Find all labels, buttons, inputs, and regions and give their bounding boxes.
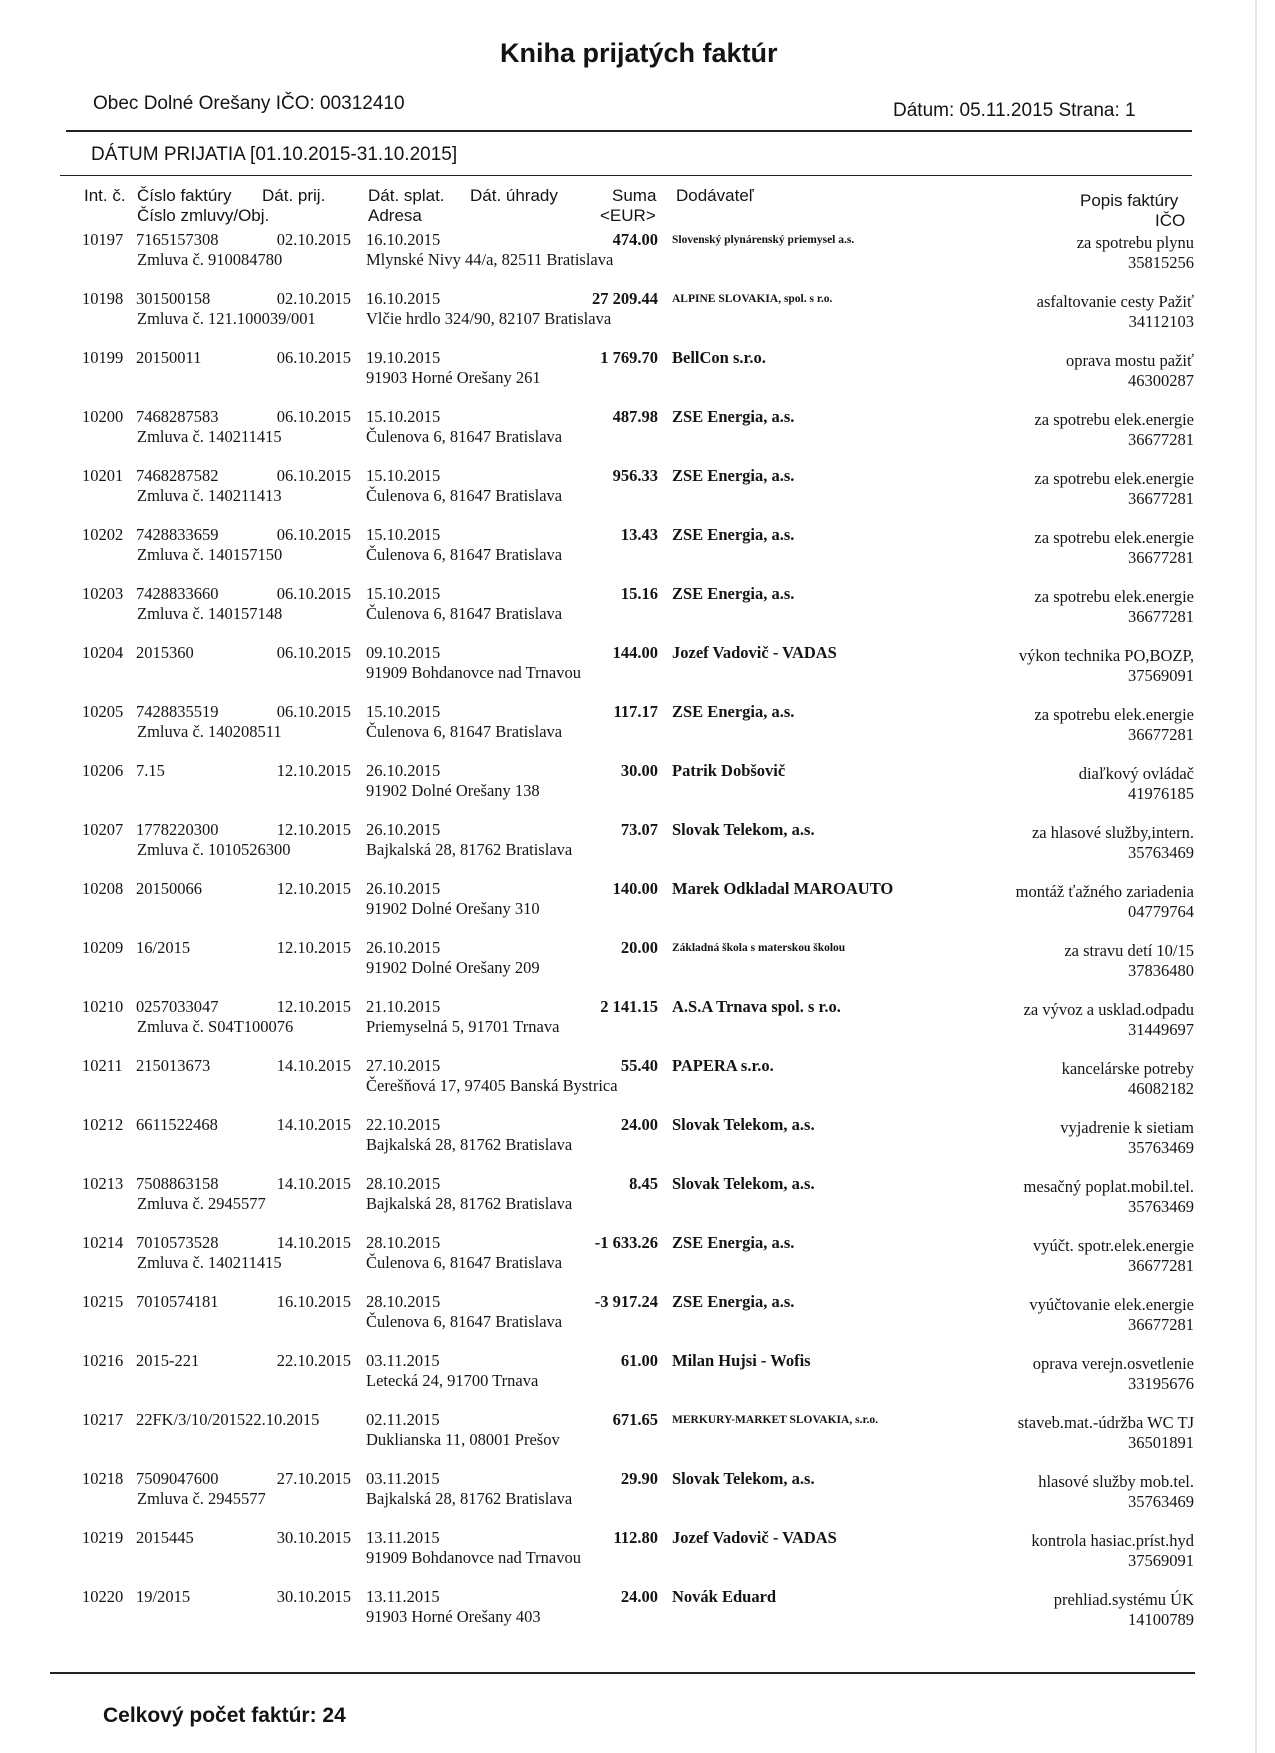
table-row <box>0 702 1275 760</box>
row-supplier: A.S.A Trnava spol. s r.o. <box>672 997 841 1016</box>
row-supplier: ZSE Energia, a.s. <box>672 702 795 721</box>
row-description: výkon technika PO,BOZP, <box>1018 646 1194 665</box>
row-sum: 112.80 <box>613 1528 658 1547</box>
row-supplier: ZSE Energia, a.s. <box>672 1233 795 1252</box>
row-invoice-no: 20150011 <box>136 348 202 367</box>
row-sum: 487.98 <box>612 407 658 426</box>
row-due-date: 02.11.2015 <box>366 1410 440 1429</box>
row-address: 91903 Horné Orešany 261 <box>366 368 541 387</box>
row-description: mesačný poplat.mobil.tel. <box>1023 1177 1194 1196</box>
row-contract-no: Zmluva č. 140208511 <box>137 722 282 741</box>
row-address: Čulenova 6, 81647 Bratislava <box>366 486 563 505</box>
row-description: za stravu detí 10/15 <box>1064 941 1194 960</box>
row-date-received: 06.10.2015 <box>276 466 351 485</box>
row-contract-no: Zmluva č. 140211413 <box>137 486 282 505</box>
row-due-date: 03.11.2015 <box>366 1469 440 1488</box>
row-ico: 04779764 <box>1128 902 1194 921</box>
row-ico: 36677281 <box>1128 548 1194 567</box>
row-due-date: 26.10.2015 <box>366 879 441 898</box>
row-int-no: 10214 <box>82 1233 124 1252</box>
row-due-date: 26.10.2015 <box>366 820 441 839</box>
page-title: Kniha prijatých faktúr <box>500 38 778 68</box>
row-sum: 117.17 <box>613 702 658 721</box>
row-supplier: PAPERA s.r.o. <box>672 1056 774 1075</box>
table-row <box>0 1292 1275 1350</box>
row-date-received: 06.10.2015 <box>276 584 351 603</box>
row-sum: 2 141.15 <box>600 997 658 1016</box>
row-int-no: 10210 <box>82 997 124 1016</box>
row-ico: 36677281 <box>1128 725 1194 744</box>
row-supplier: Slovak Telekom, a.s. <box>672 1469 815 1488</box>
row-supplier: Jozef Vadovič - VADAS <box>672 1528 837 1547</box>
row-supplier: Novák Eduard <box>672 1587 777 1606</box>
row-contract-no: Zmluva č. 140157150 <box>137 545 283 564</box>
row-address: Čulenova 6, 81647 Bratislava <box>366 1253 563 1272</box>
row-address: 91909 Bohdanovce nad Trnavou <box>366 663 581 682</box>
row-due-date: 21.10.2015 <box>366 997 441 1016</box>
row-sum: 24.00 <box>620 1115 658 1134</box>
row-ico: 46300287 <box>1128 371 1194 390</box>
row-int-no: 10207 <box>82 820 124 839</box>
row-sum: 140.00 <box>612 879 658 898</box>
row-description: za spotrebu plynu <box>1076 233 1194 252</box>
col-description: Popis faktúry <box>1080 191 1179 210</box>
row-sum: 20.00 <box>620 938 658 957</box>
row-ico: 35763469 <box>1128 843 1194 862</box>
row-date-received: 12.10.2015 <box>276 938 351 957</box>
row-date-received: 22.10.2015 <box>276 1351 351 1370</box>
row-int-no: 10212 <box>82 1115 124 1134</box>
row-supplier: ALPINE SLOVAKIA, spol. s r.o. <box>672 293 833 305</box>
row-ico: 14100789 <box>1128 1610 1194 1629</box>
row-supplier: Patrik Dobšovič <box>672 761 786 780</box>
row-invoice-no: 16/2015 <box>136 938 191 957</box>
row-description: za spotrebu elek.energie <box>1034 469 1194 488</box>
row-supplier: Základná škola s materskou školou <box>672 942 846 954</box>
row-invoice-no: 0257033047 <box>136 997 219 1016</box>
row-ico: 34112103 <box>1128 312 1194 331</box>
row-sum: 27 209.44 <box>592 289 658 308</box>
row-description: za spotrebu elek.energie <box>1034 587 1194 606</box>
row-ico: 35815256 <box>1128 253 1194 272</box>
row-due-date: 13.11.2015 <box>366 1528 440 1547</box>
table-row <box>0 525 1275 583</box>
table-row <box>0 1056 1275 1114</box>
row-sum: 24.00 <box>620 1587 658 1606</box>
row-invoice-no: 7468287583 <box>136 407 219 426</box>
table-row <box>0 1115 1275 1173</box>
row-supplier: Marek Odkladal MAROAUTO <box>672 879 894 898</box>
row-address: 91902 Dolné Orešany 209 <box>366 958 540 977</box>
row-int-no: 10219 <box>82 1528 124 1547</box>
row-sum: 474.00 <box>612 230 658 249</box>
row-contract-no: Zmluva č. 1010526300 <box>137 840 291 859</box>
row-description: vyúčtovanie elek.energie <box>1029 1295 1194 1314</box>
row-ico: 41976185 <box>1128 784 1194 803</box>
row-address: Bajkalská 28, 81762 Bratislava <box>366 1194 573 1213</box>
table-row <box>0 230 1275 288</box>
row-int-no: 10206 <box>82 761 124 780</box>
row-sum: 73.07 <box>620 820 658 839</box>
row-supplier: ZSE Energia, a.s. <box>672 1292 795 1311</box>
row-due-date: 13.11.2015 <box>366 1587 440 1606</box>
row-description: kontrola hasiac.príst.hyd <box>1031 1531 1194 1550</box>
row-date-received: 12.10.2015 <box>276 879 351 898</box>
table-header-top-rule <box>60 175 1192 176</box>
row-int-no: 10197 <box>82 230 124 249</box>
row-invoice-no: 7428833659 <box>136 525 219 544</box>
row-date-received: 12.10.2015 <box>276 997 351 1016</box>
table-bottom-rule <box>50 1672 1195 1674</box>
row-invoice-no: 7010573528 <box>136 1233 219 1252</box>
row-int-no: 10205 <box>82 702 124 721</box>
col-sum: Suma <box>612 186 657 205</box>
row-ico: 33195676 <box>1128 1374 1194 1393</box>
col-payment-date: Dát. úhrady <box>470 186 558 205</box>
date-page-label: Dátum: 05.11.2015 Strana: 1 <box>893 100 1136 121</box>
row-sum: 55.40 <box>620 1056 658 1075</box>
row-int-no: 10217 <box>82 1410 124 1429</box>
col-ico: IČO <box>1155 211 1186 230</box>
row-ico: 36677281 <box>1128 489 1194 508</box>
row-address: Bajkalská 28, 81762 Bratislava <box>366 840 573 859</box>
row-int-no: 10198 <box>82 289 124 308</box>
row-int-no: 10202 <box>82 525 124 544</box>
col-due-date: Dát. splat. <box>368 186 445 205</box>
col-date-received: Dát. prij. <box>262 186 326 205</box>
row-address: Bajkalská 28, 81762 Bratislava <box>366 1489 573 1508</box>
row-invoice-no: 7428833660 <box>136 584 219 603</box>
row-ico: 36677281 <box>1128 607 1194 626</box>
row-date-received: 14.10.2015 <box>276 1174 351 1193</box>
row-address: Čulenova 6, 81647 Bratislava <box>366 1312 563 1331</box>
row-contract-no: Zmluva č. S04T100076 <box>137 1017 294 1036</box>
row-supplier: Slovak Telekom, a.s. <box>672 1115 815 1134</box>
period-label: DÁTUM PRIJATIA [01.10.2015-31.10.2015] <box>91 144 458 165</box>
row-address: Čulenova 6, 81647 Bratislava <box>366 722 563 741</box>
row-address: Čulenova 6, 81647 Bratislava <box>366 427 563 446</box>
row-supplier: ZSE Energia, a.s. <box>672 466 795 485</box>
row-date-received: 16.10.2015 <box>276 1292 351 1311</box>
row-address: Vlčie hrdlo 324/90, 82107 Bratislava <box>366 309 612 328</box>
row-date-received: 30.10.2015 <box>276 1587 351 1606</box>
row-supplier: ZSE Energia, a.s. <box>672 407 795 426</box>
row-invoice-no: 215013673 <box>136 1056 211 1075</box>
row-invoice-no: 20150066 <box>136 879 202 898</box>
row-description: diaľkový ovládač <box>1078 764 1194 783</box>
row-due-date: 15.10.2015 <box>366 407 441 426</box>
col-contract-no: Číslo zmluvy/Obj. <box>137 206 270 225</box>
row-description: montáž ťažného zariadenia <box>1015 882 1194 901</box>
row-sum: 956.33 <box>612 466 658 485</box>
row-due-date: 26.10.2015 <box>366 761 441 780</box>
table-row <box>0 1528 1275 1586</box>
row-address: Čulenova 6, 81647 Bratislava <box>366 604 563 623</box>
row-address: 91902 Dolné Orešany 138 <box>366 781 540 800</box>
table-row <box>0 289 1275 347</box>
row-date-received: 02.10.2015 <box>276 289 351 308</box>
table-row <box>0 820 1275 878</box>
row-invoice-no: 7468287582 <box>136 466 219 485</box>
row-invoice-no: 2015-221 <box>136 1351 200 1370</box>
row-address: Čulenova 6, 81647 Bratislava <box>366 545 563 564</box>
row-due-date: 09.10.2015 <box>366 643 441 662</box>
row-sum: 144.00 <box>612 643 658 662</box>
row-description: oprava verejn.osvetlenie <box>1032 1354 1194 1373</box>
row-invoice-no: 301500158 <box>136 289 211 308</box>
row-address: 91902 Dolné Orešany 310 <box>366 899 540 918</box>
row-ico: 37569091 <box>1128 1551 1194 1570</box>
row-invoice-no: 22FK/3/10/201522.10.2015 <box>136 1410 320 1429</box>
row-date-received: 06.10.2015 <box>276 643 351 662</box>
row-ico: 37836480 <box>1128 961 1194 980</box>
table-row <box>0 1410 1275 1468</box>
row-sum: 13.43 <box>620 525 658 544</box>
row-date-received: 14.10.2015 <box>276 1115 351 1134</box>
table-row <box>0 997 1275 1055</box>
row-description: vyjadrenie k sietiam <box>1060 1118 1194 1137</box>
col-int-no: Int. č. <box>84 186 126 205</box>
header-divider <box>66 130 1192 132</box>
table-row <box>0 407 1275 465</box>
row-address: Letecká 24, 91700 Trnava <box>366 1371 539 1390</box>
row-date-received: 06.10.2015 <box>276 407 351 426</box>
row-ico: 31449697 <box>1128 1020 1194 1039</box>
row-due-date: 28.10.2015 <box>366 1174 441 1193</box>
row-supplier: Slovenský plynárenský priemysel a.s. <box>672 234 855 246</box>
row-date-received: 02.10.2015 <box>276 230 351 249</box>
row-due-date: 15.10.2015 <box>366 525 441 544</box>
col-currency: <EUR> <box>600 206 656 225</box>
col-supplier: Dodávateľ <box>676 186 754 205</box>
row-supplier: ZSE Energia, a.s. <box>672 584 795 603</box>
row-date-received: 27.10.2015 <box>276 1469 351 1488</box>
row-invoice-no: 2015445 <box>136 1528 194 1547</box>
row-contract-no: Zmluva č. 910084780 <box>137 250 283 269</box>
row-date-received: 14.10.2015 <box>276 1056 351 1075</box>
row-ico: 36677281 <box>1128 1256 1194 1275</box>
row-due-date: 26.10.2015 <box>366 938 441 957</box>
row-date-received: 14.10.2015 <box>276 1233 351 1252</box>
row-supplier: Slovak Telekom, a.s. <box>672 820 815 839</box>
row-due-date: 15.10.2015 <box>366 584 441 603</box>
row-ico: 36501891 <box>1128 1433 1194 1452</box>
row-due-date: 16.10.2015 <box>366 289 441 308</box>
row-ico: 35763469 <box>1128 1197 1194 1216</box>
row-sum: 61.00 <box>620 1351 658 1370</box>
row-ico: 36677281 <box>1128 1315 1194 1334</box>
table-row <box>0 879 1275 937</box>
row-supplier: Jozef Vadovič - VADAS <box>672 643 837 662</box>
row-int-no: 10215 <box>82 1292 124 1311</box>
row-ico: 35763469 <box>1128 1492 1194 1511</box>
table-row <box>0 643 1275 701</box>
row-description: vyúčt. spotr.elek.energie <box>1033 1236 1194 1255</box>
table-row <box>0 466 1275 524</box>
row-invoice-no: 7010574181 <box>136 1292 219 1311</box>
row-contract-no: Zmluva č. 140211415 <box>137 427 282 446</box>
table-row <box>0 1351 1275 1409</box>
row-description: kancelárske potreby <box>1061 1059 1194 1078</box>
row-description: staveb.mat.-údržba WC TJ <box>1017 1413 1194 1432</box>
row-address: Duklianska 11, 08001 Prešov <box>366 1430 560 1449</box>
row-date-received: 06.10.2015 <box>276 525 351 544</box>
row-supplier: Slovak Telekom, a.s. <box>672 1174 815 1193</box>
row-invoice-no: 7428835519 <box>136 702 219 721</box>
row-sum: 15.16 <box>620 584 658 603</box>
row-ico: 46082182 <box>1128 1079 1194 1098</box>
row-due-date: 15.10.2015 <box>366 702 441 721</box>
row-address: Čerešňová 17, 97405 Banská Bystrica <box>366 1076 618 1095</box>
row-supplier: MERKURY-MARKET SLOVAKIA, s.r.o. <box>672 1414 878 1426</box>
table-row <box>0 1469 1275 1527</box>
row-due-date: 03.11.2015 <box>366 1351 440 1370</box>
row-int-no: 10216 <box>82 1351 124 1370</box>
row-ico: 37569091 <box>1128 666 1194 685</box>
table-row <box>0 1174 1275 1232</box>
row-sum: 8.45 <box>629 1174 658 1193</box>
table-row <box>0 1587 1275 1645</box>
table-row <box>0 584 1275 642</box>
row-supplier: Milan Hujsi - Wofis <box>672 1351 811 1370</box>
row-int-no: 10203 <box>82 584 124 603</box>
row-description: za vývoz a usklad.odpadu <box>1023 1000 1194 1019</box>
row-sum: 29.90 <box>620 1469 658 1488</box>
row-address: 91909 Bohdanovce nad Trnavou <box>366 1548 581 1567</box>
table-row <box>0 348 1275 406</box>
row-invoice-no: 1778220300 <box>136 820 219 839</box>
row-due-date: 22.10.2015 <box>366 1115 441 1134</box>
row-due-date: 19.10.2015 <box>366 348 441 367</box>
row-description: za spotrebu elek.energie <box>1034 528 1194 547</box>
row-invoice-no: 2015360 <box>136 643 194 662</box>
row-contract-no: Zmluva č. 121.100039/001 <box>137 309 316 328</box>
row-date-received: 12.10.2015 <box>276 820 351 839</box>
row-sum: 671.65 <box>612 1410 658 1429</box>
row-date-received: 06.10.2015 <box>276 348 351 367</box>
row-address: 91903 Horné Orešany 403 <box>366 1607 541 1626</box>
row-invoice-no: 7.15 <box>136 761 165 780</box>
row-due-date: 28.10.2015 <box>366 1233 441 1252</box>
row-due-date: 27.10.2015 <box>366 1056 441 1075</box>
row-description: asfaltovanie cesty Pažiť <box>1036 292 1194 311</box>
row-invoice-no: 7165157308 <box>136 230 219 249</box>
row-contract-no: Zmluva č. 2945577 <box>137 1194 266 1213</box>
row-due-date: 28.10.2015 <box>366 1292 441 1311</box>
row-contract-no: Zmluva č. 140211415 <box>137 1253 282 1272</box>
row-address: Bajkalská 28, 81762 Bratislava <box>366 1135 573 1154</box>
row-date-received: 30.10.2015 <box>276 1528 351 1547</box>
row-ico: 36677281 <box>1128 430 1194 449</box>
row-sum: 30.00 <box>620 761 658 780</box>
row-int-no: 10208 <box>82 879 124 898</box>
row-due-date: 16.10.2015 <box>366 230 441 249</box>
row-address: Mlynské Nivy 44/a, 82511 Bratislava <box>366 250 614 269</box>
row-description: za spotrebu elek.energie <box>1034 410 1194 429</box>
col-address: Adresa <box>368 206 422 225</box>
organization-label: Obec Dolné Orešany IČO: 00312410 <box>93 93 405 114</box>
row-ico: 35763469 <box>1128 1138 1194 1157</box>
row-description: oprava mostu pažiť <box>1065 351 1194 370</box>
row-invoice-no: 7509047600 <box>136 1469 219 1488</box>
row-address: Priemyselná 5, 91701 Trnava <box>366 1017 560 1036</box>
row-supplier: BellCon s.r.o. <box>672 348 766 367</box>
col-invoice-no: Číslo faktúry <box>137 186 232 205</box>
table-row <box>0 938 1275 996</box>
row-invoice-no: 7508863158 <box>136 1174 219 1193</box>
row-sum: 1 769.70 <box>600 348 658 367</box>
row-description: hlasové služby mob.tel. <box>1038 1472 1194 1491</box>
row-int-no: 10201 <box>82 466 124 485</box>
row-description: za spotrebu elek.energie <box>1034 705 1194 724</box>
row-int-no: 10199 <box>82 348 124 367</box>
row-int-no: 10204 <box>82 643 124 662</box>
row-date-received: 12.10.2015 <box>276 761 351 780</box>
table-row <box>0 1233 1275 1291</box>
row-description: za hlasové služby,intern. <box>1031 823 1194 842</box>
row-int-no: 10213 <box>82 1174 124 1193</box>
row-sum: -3 917.24 <box>594 1292 658 1311</box>
row-supplier: ZSE Energia, a.s. <box>672 525 795 544</box>
row-int-no: 10209 <box>82 938 124 957</box>
row-contract-no: Zmluva č. 2945577 <box>137 1489 266 1508</box>
row-date-received: 06.10.2015 <box>276 702 351 721</box>
table-row <box>0 761 1275 819</box>
row-int-no: 10218 <box>82 1469 124 1488</box>
row-int-no: 10220 <box>82 1587 124 1606</box>
row-int-no: 10200 <box>82 407 124 426</box>
row-due-date: 15.10.2015 <box>366 466 441 485</box>
row-sum: -1 633.26 <box>594 1233 658 1252</box>
row-invoice-no: 19/2015 <box>136 1587 191 1606</box>
invoice-count: Celkový počet faktúr: 24 <box>103 1704 346 1727</box>
row-invoice-no: 6611522468 <box>136 1115 218 1134</box>
row-description: prehliad.systému ÚK <box>1053 1590 1194 1609</box>
row-int-no: 10211 <box>82 1056 123 1075</box>
row-contract-no: Zmluva č. 140157148 <box>137 604 283 623</box>
